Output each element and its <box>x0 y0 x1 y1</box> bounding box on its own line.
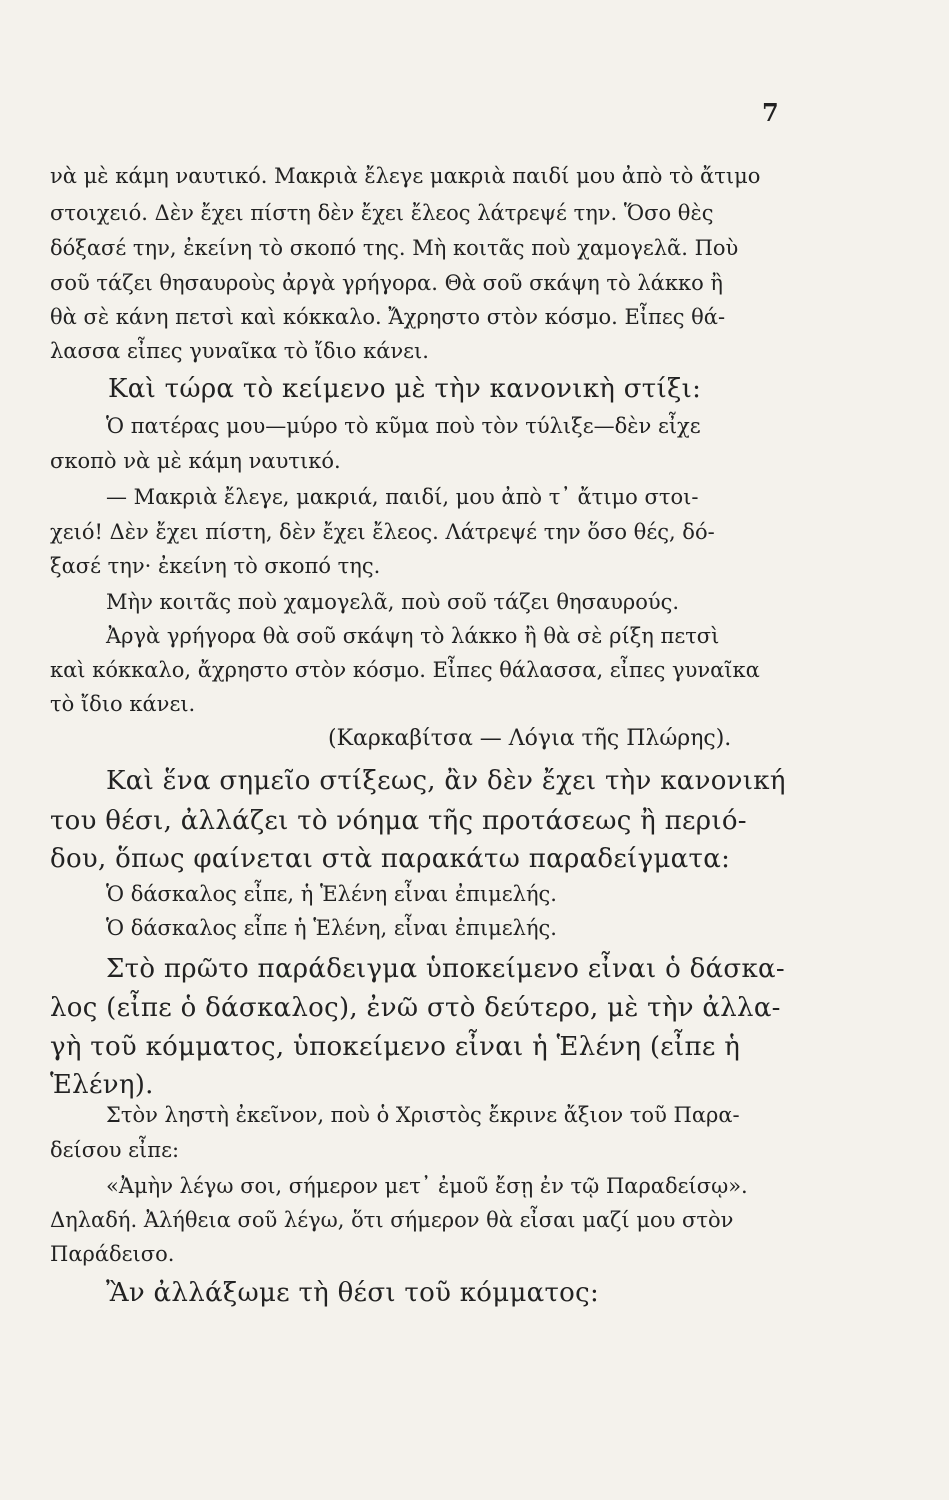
text-line: δόξασέ την, ἐκείνη τὸ σκοπό της. Μὴ κοιτᾶς ποὺ χαμογελᾶ. Ποὺ <box>50 236 739 260</box>
paragraph-line: Ἂν ἀλλάξωμε τὴ θέσι τοῦ κόμματος: <box>106 1278 600 1308</box>
paragraph-line: γὴ τοῦ κόμματος, ὑποκείμενο εἶναι ἡ Ἑλένη (εἶπε ἡ <box>50 1032 741 1062</box>
attribution: (Καρκαβίτσα — Λόγια τῆς Πλώρης). <box>328 726 732 751</box>
example-line: Ὁ δάσκαλος εἶπε, ἡ Ἑλένη εἶναι ἐπιμελής. <box>106 882 557 906</box>
page-number: 7 <box>762 98 779 127</box>
text-line: ξασέ την· ἐκείνη τὸ σκοπό της. <box>50 554 381 578</box>
text-line: Στὸν ληστὴ ἐκεῖνον, ποὺ ὁ Χριστὸς ἔκρινε ἄξιον τοῦ Παρα- <box>106 1103 740 1127</box>
text-line: — Μακριὰ ἔλεγε, μακριά, παιδί, μου ἀπὸ τ᾽ ἄτιμο στοι- <box>106 485 699 509</box>
text-line: Μὴν κοιτᾶς ποὺ χαμογελᾶ, ποὺ σοῦ τάζει θησαυρούς. <box>106 590 680 614</box>
text-line: Ἀργὰ γρήγορα θὰ σοῦ σκάψη τὸ λάκκο ἢ θὰ σὲ ρίξη πετσὶ <box>106 624 720 648</box>
text-line: σκοπὸ νὰ μὲ κάμη ναυτικό. <box>50 449 341 473</box>
paragraph-line: δου, ὅπως φαίνεται στὰ παρακάτω παραδείγματα: <box>50 844 731 874</box>
paragraph-line: του θέσι, ἀλλάζει τὸ νόημα τῆς προτάσεως ἢ περιό- <box>50 806 747 836</box>
text-line: Ὁ πατέρας μου—μύρο τὸ κῦμα ποὺ τὸν τύλιξε—δὲν εἶχε <box>106 414 701 438</box>
text-line: Παράδεισο. <box>50 1242 175 1266</box>
text-line: δείσου εἶπε: <box>50 1138 180 1162</box>
text-line: τὸ ἴδιο κάνει. <box>50 692 196 716</box>
text-line: νὰ μὲ κάμη ναυτικό. Μακριὰ ἔλεγε μακριὰ παιδί μου ἀπὸ τὸ ἄτιμο <box>50 164 761 188</box>
text-line: χειό! Δὲν ἔχει πίστη, δὲν ἔχει ἔλεος. Λάτρεψέ την ὅσο θές, δό- <box>50 520 715 544</box>
paragraph-line: Στὸ πρῶτο παράδειγμα ὑποκείμενο εἶναι ὁ δάσκα- <box>106 954 785 984</box>
section-heading: Καὶ τώρα τὸ κείμενο μὲ τὴν κανονικὴ στίξι: <box>108 374 702 404</box>
text-line: λασσα εἶπες γυναῖκα τὸ ἴδιο κάνει. <box>50 339 429 363</box>
text-line: στοιχειό. Δὲν ἔχει πίστη δὲν ἔχει ἔλεος λάτρεψέ την. Ὅσο θὲς <box>50 201 714 225</box>
example-line: Ὁ δάσκαλος εἶπε ἡ Ἑλένη, εἶναι ἐπιμελής. <box>106 916 557 940</box>
text-line: καὶ κόκκαλο, ἄχρηστο στὸν κόσμο. Εἶπες θάλασσα, εἶπες γυναῖκα <box>50 658 760 682</box>
text-line: θὰ σὲ κάνη πετσὶ καὶ κόκκαλο. Ἄχρηστο στὸν κόσμο. Εἶπες θά- <box>50 305 726 329</box>
paragraph-line: Ἑλένη). <box>50 1070 154 1100</box>
text-line: σοῦ τάζει θησαυροὺς ἀργὰ γρήγορα. Θὰ σοῦ σκάψη τὸ λάκκο ἢ <box>50 271 724 295</box>
quote-line: «Ἀμὴν λέγω σοι, σήμερον μετ᾽ ἐμοῦ ἔσῃ ἐν τῷ Παραδείσῳ». <box>106 1174 748 1198</box>
text-line: Δηλαδή. Ἀλήθεια σοῦ λέγω, ὅτι σήμερον θὰ εἶσαι μαζί μου στὸν <box>50 1208 734 1232</box>
paragraph-line: λος (εἶπε ὁ δάσκαλος), ἐνῶ στὸ δεύτερο, μὲ τὴν ἀλλα- <box>50 993 781 1023</box>
paragraph-line: Καὶ ἕνα σημεῖο στίξεως, ἂν δὲν ἔχει τὴν κανονική <box>106 766 786 796</box>
